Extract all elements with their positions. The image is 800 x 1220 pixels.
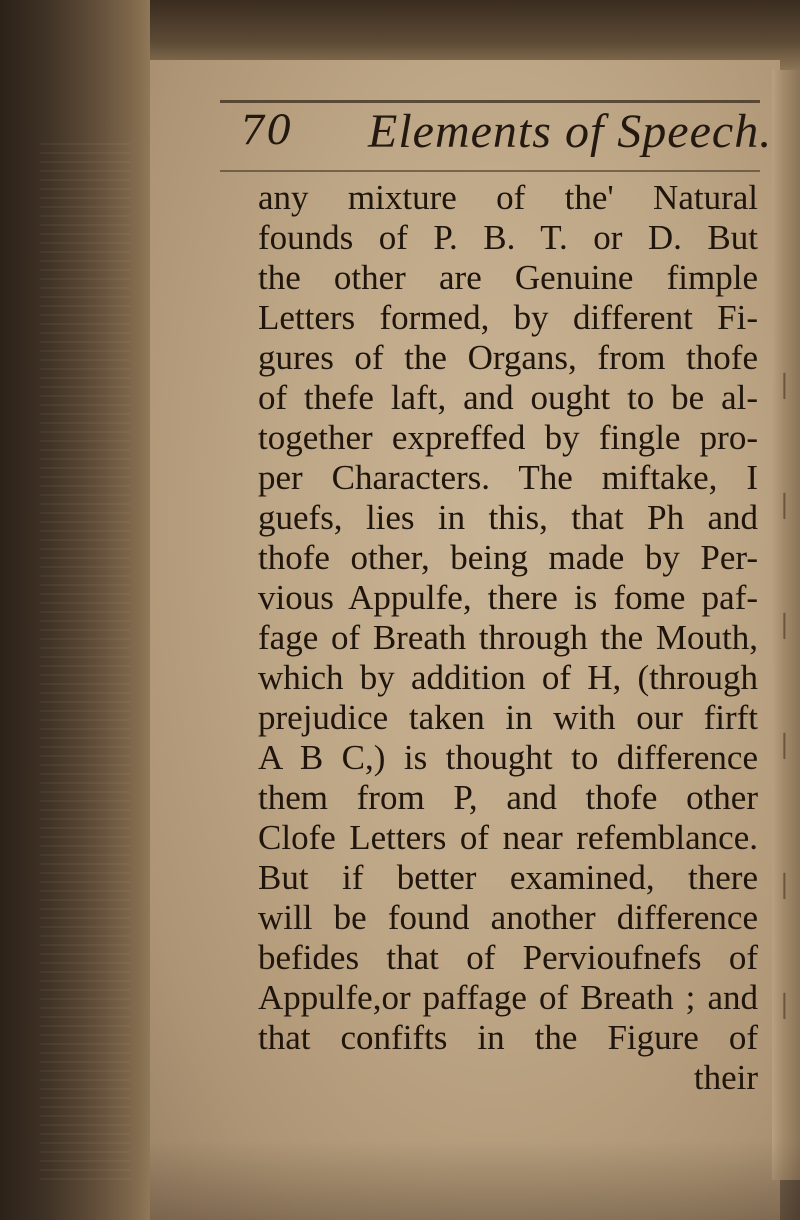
page-bottom-shadow <box>150 1140 800 1220</box>
text-line: which by addition of H, (through <box>258 658 758 697</box>
left-binding-edge <box>0 0 150 1220</box>
text-line: Clofe Letters of near refemblance. <box>258 818 758 857</box>
header-rule-bottom <box>220 170 760 172</box>
text-line: of thefe laft, and ought to be al- <box>258 378 758 417</box>
text-line: any mixture of the' Natural <box>258 178 758 217</box>
facing-page-glyph: | <box>780 870 789 900</box>
text-line: that confifts in the Figure of <box>258 1018 758 1057</box>
text-line: prejudice taken in with our firft <box>258 698 758 737</box>
facing-page-glyph: | <box>780 610 789 640</box>
text-line: will be found another difference <box>258 898 758 937</box>
text-line: founds of P. B. T. or D. But <box>258 218 758 257</box>
text-line: fage of Breath through the Mouth, <box>258 618 758 657</box>
body-text <box>258 178 758 1098</box>
text-line: together expreffed by fingle pro- <box>258 418 758 457</box>
facing-page-glyph: | <box>780 990 789 1020</box>
text-line: the other are Genuine fimple <box>258 258 758 297</box>
page-number: 70 <box>240 108 293 154</box>
catchword: their <box>693 1058 758 1097</box>
text-line: But if better examined, there <box>258 858 758 897</box>
text-line: them from P, and thofe other <box>258 778 758 817</box>
text-line: gures of the Organs, from thofe <box>258 338 758 377</box>
left-page-stack <box>40 140 130 1180</box>
facing-page-glyph: | <box>780 490 789 520</box>
running-title: Elements of Speech. <box>368 105 773 158</box>
right-facing-page-edge <box>772 70 800 1180</box>
facing-page-glyph: | <box>780 370 789 400</box>
text-line: befides that of Pervioufnefs of <box>258 938 758 977</box>
text-line: Appulfe,or paffage of Breath ; and <box>258 978 758 1017</box>
text-line: guefs, lies in this, that Ph and <box>258 498 758 537</box>
header-rule-top <box>220 100 760 103</box>
text-line: thofe other, being made by Per- <box>258 538 758 577</box>
text-line: A B C,) is thought to difference <box>258 738 758 777</box>
facing-page-glyph: | <box>780 730 789 760</box>
text-line: vious Appulfe, there is fome paf- <box>258 578 758 617</box>
text-line: Letters formed, by different Fi- <box>258 298 758 337</box>
text-line: per Characters. The miftake, I <box>258 458 758 497</box>
